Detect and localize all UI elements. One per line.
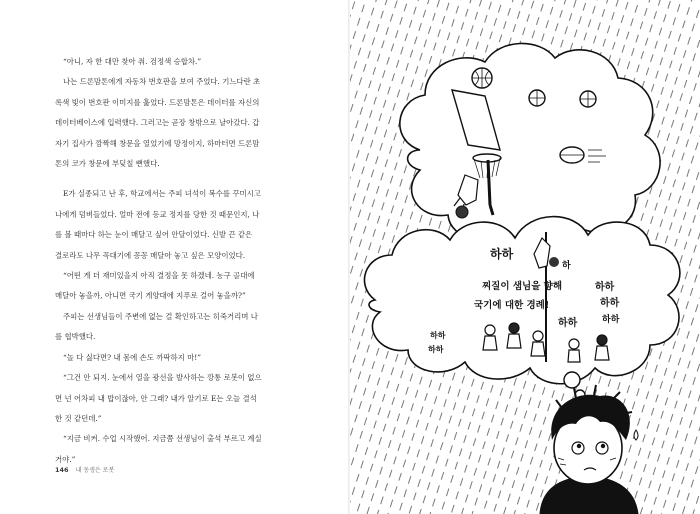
paragraph <box>55 348 317 368</box>
text-line: E가 실종되고 난 후, 학교에서는 주피 녀석이 복수를 꾸미시고 <box>63 189 261 199</box>
text-line: “그건 안 되지. 눈에서 열을 광선을 발사하는 깡통 로봇이 없으 <box>63 373 262 383</box>
text-line: 자기 집사가 깜짝해 창문을 열었기에 망정이지, 하마터면 드론맘 <box>55 138 260 148</box>
paragraph-cont <box>55 246 317 266</box>
laugh-text: 하하 <box>600 298 620 309</box>
basketball-icon <box>472 68 492 88</box>
paragraph-cont <box>55 93 317 113</box>
paragraph-cont <box>55 389 317 409</box>
laugh-text: 하하 <box>595 282 615 293</box>
paragraph-cont <box>55 113 317 133</box>
paragraph <box>55 266 317 286</box>
body-text <box>55 52 317 470</box>
paragraph-cont <box>55 286 317 306</box>
text-line: 한 것 같던데.” <box>55 413 102 423</box>
paragraph-cont <box>55 327 317 347</box>
text-line: “아니, 자 한 대만 찾아 줘. 검정색 승합차.” <box>63 57 202 66</box>
laugh-text: 하하 <box>428 345 444 354</box>
text-line: 면 넌 어차피 내 밥이잖아, 안 그래? 내가 알기로 E는 오늘 결석 <box>55 393 257 403</box>
laugh-text: 하하 <box>558 318 578 329</box>
text-line: “지금 비켜. 수업 시작했어. 지금쯤 선생님이 출석 부르고 계실 <box>63 434 262 444</box>
text-line: 매달아 놓을까, 아니면 국기 게양대에 지푸로 걸어 놓을까?” <box>55 291 246 301</box>
page-number: 146 <box>55 466 69 474</box>
page-footer <box>55 465 114 474</box>
thought-dot <box>564 372 580 388</box>
paragraph <box>55 307 317 327</box>
right-page-illustration <box>350 0 700 514</box>
laugh-text: 하하 <box>490 247 514 261</box>
paragraph-cont <box>55 205 317 225</box>
laugh-text: 하하 <box>602 315 620 325</box>
illustration-svg <box>350 0 700 514</box>
paragraph <box>55 368 317 388</box>
paragraph <box>55 52 317 72</box>
paragraph-cont <box>55 154 317 174</box>
laugh-text: 하하 <box>430 331 446 340</box>
basketball-icon <box>580 91 596 107</box>
paragraph <box>55 184 317 204</box>
text-line: 주피는 선생님들이 주변에 없는 걸 확인하고는 히죽거리며 나 <box>63 311 258 321</box>
cheer-text-line2: 국기에 대한 경례! <box>474 300 550 311</box>
basketball-icon <box>529 90 545 106</box>
book-title: 내 동생은 로봇 <box>75 467 115 474</box>
laugh-text: 하 <box>562 261 571 271</box>
text-line: “놀 다 싫다면? 내 몸에 손도 까딱하지 마!” <box>63 352 202 362</box>
text-line: 결로라도 나무 꼭대기에 꽁꽁 매달아 놓고 싶은 모양이었다. <box>55 250 246 260</box>
text-line: 톤의 코가 창문에 부딪칠 뻔했다. <box>55 159 160 169</box>
cheer-text-line1: 찌질이 샘님을 향해 <box>482 281 563 292</box>
paragraph <box>55 429 317 449</box>
paragraph-cont <box>55 134 317 154</box>
paragraph <box>55 72 317 92</box>
paragraph-cont <box>55 409 317 429</box>
text-line: 를 협박했다. <box>55 332 96 342</box>
text-line: “어떤 게 더 재미있을지 아직 결정을 못 하겠네. 농구 골대에 <box>63 271 255 281</box>
paragraph-cont <box>55 225 317 245</box>
text-line: 거야.” <box>55 454 76 464</box>
text-line: 록색 빛이 번호판 이미지를 훑었다. 드론맘톤은 데이터를 자신의 <box>55 97 260 107</box>
text-line: 나에게 덤벼들었다. 얼마 전에 등교 정지를 당한 것 때문인지, 나 <box>55 209 260 219</box>
text-line: 데이터베이스에 입력했다. 그러고는 곧장 창밖으로 날아갔다. 갑 <box>55 118 260 128</box>
text-line: 나는 드론맘톤에게 자동차 번호판을 보여 주었다. 기느다란 초 <box>63 77 261 87</box>
text-line: 를 볼 때마다 하는 눈이 매달고 싶어 안달이었다. 신발 끈 같은 <box>55 230 253 240</box>
